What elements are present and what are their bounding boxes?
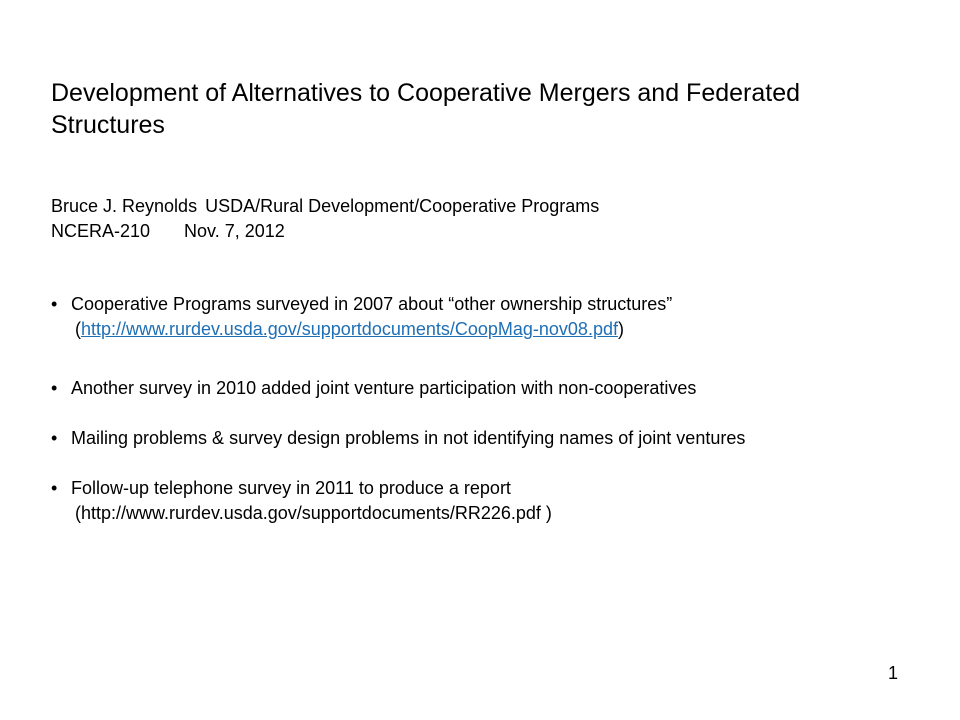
bullet-text: Follow-up telephone survey in 2011 to produce a report bbox=[71, 478, 511, 498]
bullet-text: Mailing problems & survey design problems in not identifying names of joint ventures bbox=[71, 428, 746, 448]
bullet-item bbox=[51, 376, 931, 401]
bullet-item bbox=[51, 476, 931, 526]
author-line bbox=[51, 194, 599, 218]
author-name: Bruce J. Reynolds bbox=[51, 196, 198, 216]
meeting-line bbox=[51, 219, 285, 243]
bullet-glyph: • bbox=[51, 378, 58, 398]
bullet-glyph: • bbox=[51, 428, 58, 448]
bullet-text: Cooperative Programs surveyed in 2007 about “other ownership structures” bbox=[71, 294, 673, 314]
slide-title: Development of Alternatives to Cooperative Mergers and Federated Structures bbox=[51, 79, 801, 139]
open-paren: ( bbox=[75, 319, 81, 339]
bullet-item bbox=[51, 292, 931, 342]
coopmag-link[interactable]: http://www.rurdev.usda.gov/supportdocuments/CoopMag-nov08.pdf bbox=[81, 319, 618, 339]
bullet-item bbox=[51, 426, 931, 451]
page-number: 1 bbox=[888, 663, 899, 683]
bullet-continuation: (http://www.rurdev.usda.gov/supportdocuments/RR226.pdf ) bbox=[75, 503, 552, 523]
author-affiliation: USDA/Rural Development/Cooperative Programs bbox=[205, 196, 600, 216]
bullet-continuation bbox=[51, 317, 931, 342]
bullet-glyph: • bbox=[51, 478, 58, 498]
meeting-date: Nov. 7, 2012 bbox=[184, 221, 285, 241]
bullet-glyph: • bbox=[51, 294, 58, 314]
close-paren: ) bbox=[617, 319, 624, 339]
bullet-text: Another survey in 2010 added joint venture participation with non-cooperatives bbox=[71, 378, 697, 398]
meeting-name: NCERA-210 bbox=[51, 221, 151, 241]
